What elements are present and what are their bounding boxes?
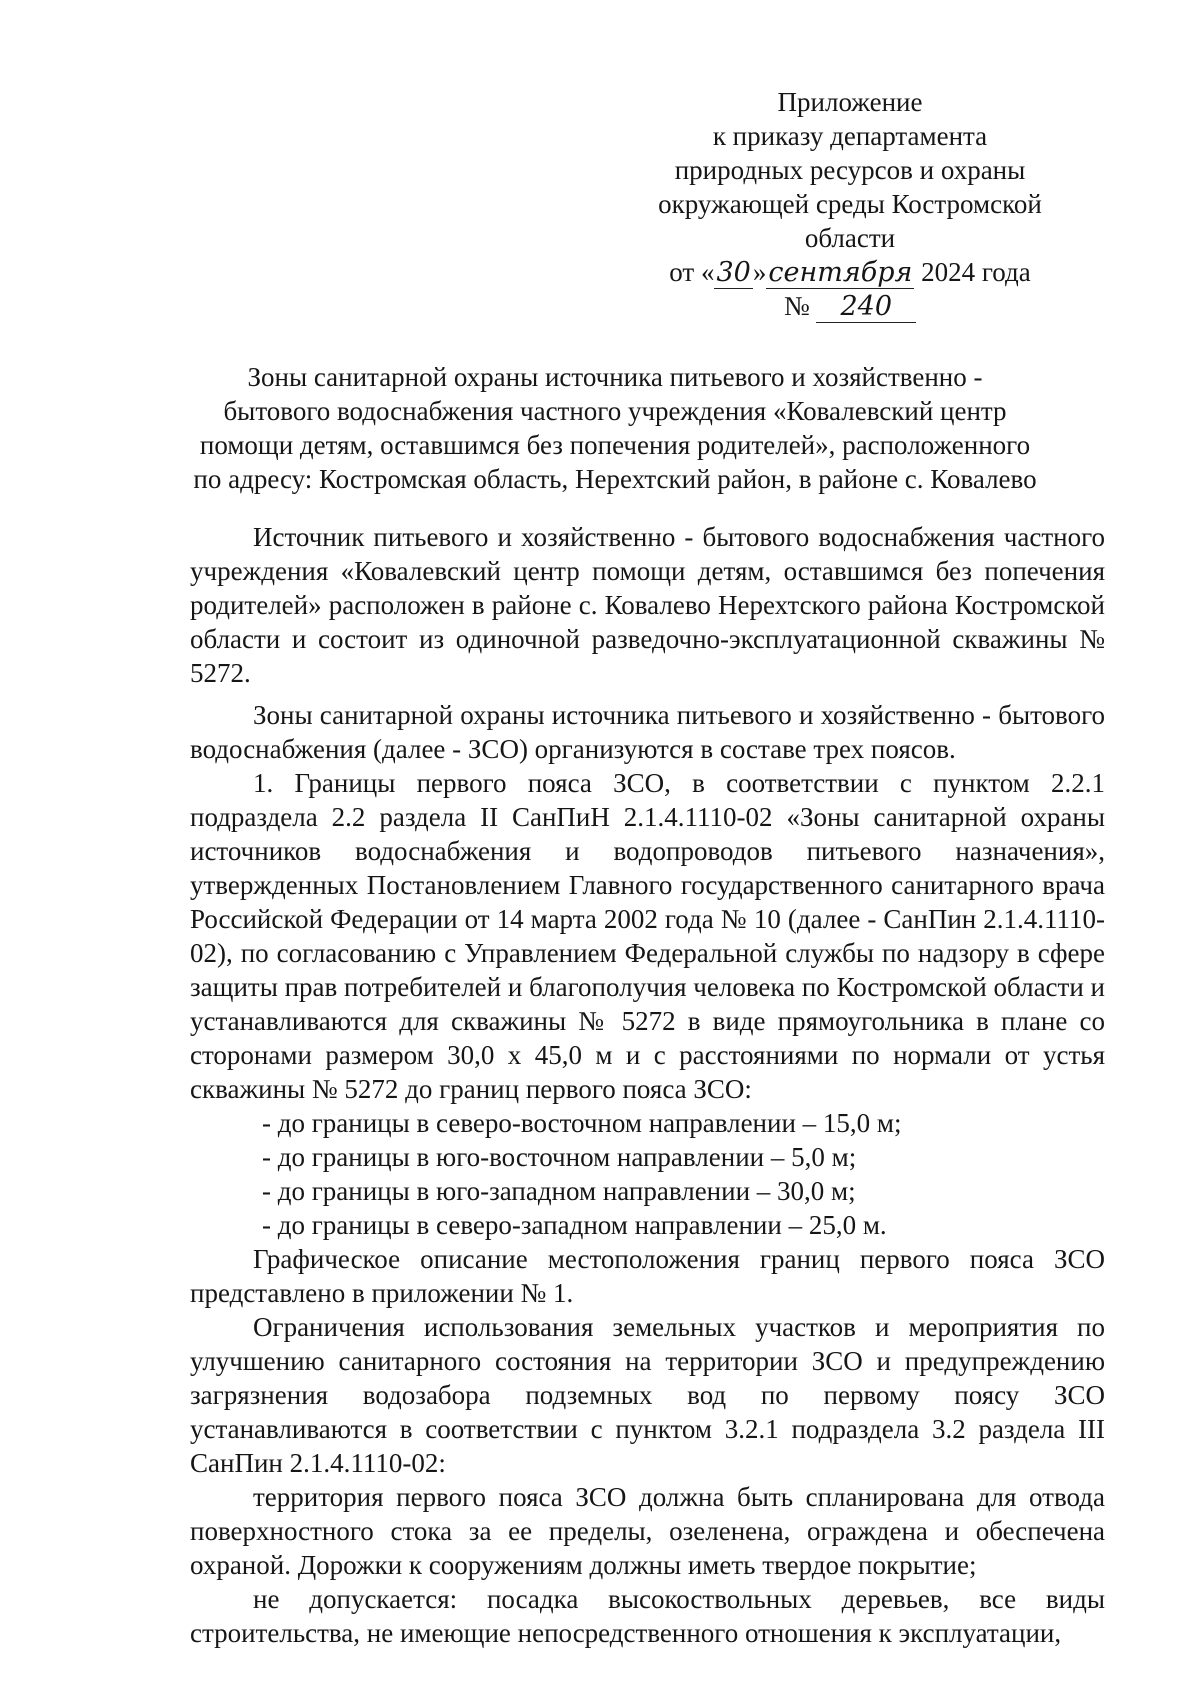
document-body bbox=[190, 520, 1105, 1650]
number-handwritten: 240 bbox=[816, 292, 916, 323]
paragraph: 1. Границы первого пояса ЗСО, в соответствии с пунктом 2.2.1 подраздела 2.2 раздела II СанПиН 2.1.4.1110-02 «Зоны санитарной охраны источников водоснабжения и водопроводов питьевого назначения», утвержденных Постановлением Главного государственного санитарного врача Российской Федерации от 14 марта 2002 года № 10 (далее - СанПин 2.1.4.1110-02), по согласованию с Управлением Федеральной службы по надзору в сфере защиты прав потребителей и благополучия человека по Костромской области и устанавливаются для скважины № 5272 в виде прямоугольника в плане со сторонами размером 30,0 х 45,0 м и с расстояниями по нормали от устья скважины № 5272 до границ первого пояса ЗСО: bbox=[190, 768, 1105, 1104]
title-line: Зоны санитарной охраны источника питьевого и хозяйственно - bbox=[247, 362, 983, 392]
title-line: бытового водоснабжения частного учреждения «Ковалевский центр bbox=[223, 396, 1007, 426]
list-item: - до границы в северо-восточном направлении – 15,0 м; bbox=[262, 1108, 902, 1138]
paragraph: не допускается: посадка высокоствольных деревьев, все виды строительства, не имеющие непосредственного отношения к эксплуатации, bbox=[190, 1584, 1105, 1648]
title-line: помощи детям, оставшимся без попечения родителей», расположенного bbox=[199, 430, 1031, 460]
appendix-header bbox=[640, 85, 1060, 323]
title-line: по адресу: Костромская область, Нерехтский район, в районе с. Ковалево bbox=[193, 464, 1037, 494]
date-day-handwritten: 30 bbox=[716, 257, 751, 288]
date-prefix: от « bbox=[669, 257, 715, 287]
paragraph: Ограничения использования земельных участков и мероприятия по улучшению санитарного состояния на территории ЗСО и предупреждению загрязнения водозабора подземных вод по первому поясу ЗСО устанавливаются в соответствии с пунктом 3.2.1 подраздела 3.2 раздела III СанПин 2.1.4.1110-02: bbox=[190, 1312, 1105, 1478]
order-date bbox=[640, 255, 1060, 289]
header-line: к приказу департамента bbox=[712, 121, 988, 151]
header-line: Приложение bbox=[777, 87, 923, 117]
paragraph: Источник питьевого и хозяйственно - бытового водоснабжения частного учреждения «Ковалевский центр помощи детям, оставшимся без попечения родителей» расположен в районе с. Ковалево Нерехтского района Костромской области и состоит из одиночной разведочно-эксплуатационной скважины № 5272. bbox=[190, 522, 1105, 688]
list-item: - до границы в юго-восточном направлении – 5,0 м; bbox=[262, 1142, 857, 1172]
paragraph: территория первого пояса ЗСО должна быть спланирована для отвода поверхностного стока за ее пределы, озеленена, ограждена и обеспечена охраной. Дорожки к сооружениям должны иметь твердое покрытие; bbox=[190, 1482, 1105, 1580]
date-mid: » bbox=[752, 257, 767, 287]
header-line: области bbox=[804, 223, 896, 253]
list-item: - до границы в юго-западном направлении – 30,0 м; bbox=[262, 1176, 856, 1206]
list-item: - до границы в северо-западном направлении – 25,0 м. bbox=[262, 1210, 887, 1240]
order-number bbox=[640, 289, 1060, 323]
paragraph: Графическое описание местоположения границ первого пояса ЗСО представлено в приложении № 1. bbox=[190, 1244, 1105, 1308]
paragraph: Зоны санитарной охраны источника питьевого и хозяйственно - бытового водоснабжения (далее - ЗСО) организуются в составе трех поясов. bbox=[190, 700, 1105, 764]
header-line: окружающей среды Костромской bbox=[658, 189, 1042, 219]
date-suffix: 2024 года bbox=[914, 257, 1031, 287]
date-month-handwritten: сентября bbox=[768, 257, 913, 288]
header-line: природных ресурсов и охраны bbox=[674, 155, 1026, 185]
number-prefix: № bbox=[783, 291, 817, 321]
distance-list bbox=[190, 1106, 1105, 1242]
document-title bbox=[150, 360, 1080, 496]
